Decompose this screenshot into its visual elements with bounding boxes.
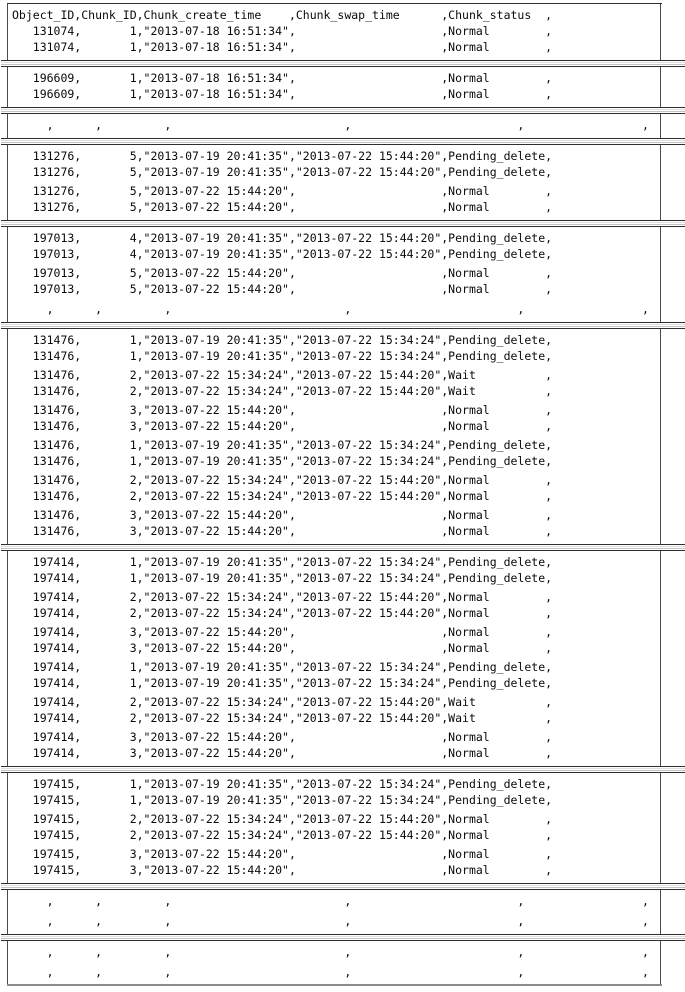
csv-data-line: 131476, 1,"2013-07-19 20:41:35","2013-07-22 15:34:24",Pending_delete, bbox=[12, 438, 553, 452]
csv-data-line: 197414, 2,"2013-07-22 15:34:24","2013-07-22 15:44:20",Normal , bbox=[12, 590, 553, 604]
csv-data-line: 131276, 5,"2013-07-22 15:44:20", ,Normal , bbox=[12, 184, 553, 198]
csv-header-line: Object_ID,Chunk_ID,Chunk_create_time ,Chunk_swap_time ,Chunk_status , bbox=[12, 8, 553, 22]
csv-data-line: 197013, 4,"2013-07-19 20:41:35","2013-07-22 15:44:20",Pending_delete, bbox=[12, 231, 553, 245]
csv-data-line: 197013, 5,"2013-07-22 15:44:20", ,Normal , bbox=[12, 266, 553, 280]
csv-section bbox=[7, 773, 661, 883]
csv-data-line: 197415, 1,"2013-07-19 20:41:35","2013-07-22 15:34:24",Pending_delete, bbox=[12, 777, 553, 791]
csv-data-line: 197414, 3,"2013-07-22 15:44:20", ,Normal , bbox=[12, 625, 553, 639]
csv-data-line: 131476, 3,"2013-07-22 15:44:20", ,Normal , bbox=[12, 508, 553, 522]
csv-data-line: 197414, 2,"2013-07-22 15:34:24","2013-07-22 15:44:20",Wait , bbox=[12, 695, 553, 709]
csv-data-line: 131476, 2,"2013-07-22 15:34:24","2013-07-22 15:44:20",Normal , bbox=[12, 489, 553, 503]
csv-data-line: 131476, 1,"2013-07-19 20:41:35","2013-07-22 15:34:24",Pending_delete, bbox=[12, 454, 553, 468]
csv-omitted-line: , , , , , , bbox=[12, 965, 649, 979]
csv-section bbox=[7, 114, 661, 138]
csv-section bbox=[7, 329, 661, 544]
csv-section bbox=[7, 941, 661, 985]
csv-data-line: 197414, 1,"2013-07-19 20:41:35","2013-07-22 15:34:24",Pending_delete, bbox=[12, 571, 553, 585]
csv-data-line: 131476, 2,"2013-07-22 15:34:24","2013-07-22 15:44:20",Wait , bbox=[12, 368, 553, 382]
csv-data-line: 197414, 3,"2013-07-22 15:44:20", ,Normal , bbox=[12, 746, 553, 760]
csv-omitted-line: , , , , , , bbox=[12, 118, 649, 132]
csv-data-line: 131276, 5,"2013-07-19 20:41:35","2013-07-22 15:44:20",Pending_delete, bbox=[12, 165, 553, 179]
csv-data-line: 131476, 1,"2013-07-19 20:41:35","2013-07-22 15:34:24",Pending_delete, bbox=[12, 349, 553, 363]
csv-section bbox=[7, 4, 661, 60]
csv-data-line: 197414, 3,"2013-07-22 15:44:20", ,Normal , bbox=[12, 641, 553, 655]
csv-section bbox=[7, 145, 661, 220]
csv-data-line: 131276, 5,"2013-07-22 15:44:20", ,Normal , bbox=[12, 200, 553, 214]
csv-data-line: 197013, 5,"2013-07-22 15:44:20", ,Normal , bbox=[12, 282, 553, 296]
csv-data-line: 197414, 1,"2013-07-19 20:41:35","2013-07-22 15:34:24",Pending_delete, bbox=[12, 555, 553, 569]
csv-section bbox=[7, 551, 661, 766]
csv-data-line: 197414, 2,"2013-07-22 15:34:24","2013-07-22 15:44:20",Normal , bbox=[12, 606, 553, 620]
csv-data-line: 131074, 1,"2013-07-18 16:51:34", ,Normal , bbox=[12, 24, 553, 38]
csv-data-line: 197415, 3,"2013-07-22 15:44:20", ,Normal , bbox=[12, 863, 553, 877]
csv-data-line: 131476, 1,"2013-07-19 20:41:35","2013-07-22 15:34:24",Pending_delete, bbox=[12, 333, 553, 347]
csv-data-line: 197415, 2,"2013-07-22 15:34:24","2013-07-22 15:44:20",Normal , bbox=[12, 828, 553, 842]
csv-section bbox=[7, 227, 661, 322]
csv-data-line: 131074, 1,"2013-07-18 16:51:34", ,Normal , bbox=[12, 40, 553, 54]
csv-data-line: 197013, 4,"2013-07-19 20:41:35","2013-07-22 15:44:20",Pending_delete, bbox=[12, 247, 553, 261]
csv-omitted-line: , , , , , , bbox=[12, 302, 649, 316]
csv-omitted-line: , , , , , , bbox=[12, 945, 649, 959]
csv-data-line: 131476, 2,"2013-07-22 15:34:24","2013-07-22 15:44:20",Wait , bbox=[12, 384, 553, 398]
csv-data-line: 197415, 3,"2013-07-22 15:44:20", ,Normal , bbox=[12, 847, 553, 861]
csv-section bbox=[7, 890, 661, 934]
csv-data-line: 131276, 5,"2013-07-19 20:41:35","2013-07-22 15:44:20",Pending_delete, bbox=[12, 149, 553, 163]
csv-data-line: 131476, 3,"2013-07-22 15:44:20", ,Normal , bbox=[12, 419, 553, 433]
csv-omitted-line: , , , , , , bbox=[12, 914, 649, 928]
csv-data-line: 197414, 2,"2013-07-22 15:34:24","2013-07-22 15:44:20",Wait , bbox=[12, 711, 553, 725]
csv-data-line: 197414, 3,"2013-07-22 15:44:20", ,Normal , bbox=[12, 730, 553, 744]
csv-data-line: 131476, 3,"2013-07-22 15:44:20", ,Normal , bbox=[12, 403, 553, 417]
csv-data-line: 131476, 2,"2013-07-22 15:34:24","2013-07-22 15:44:20",Normal , bbox=[12, 473, 553, 487]
csv-data-line: 197414, 1,"2013-07-19 20:41:35","2013-07-22 15:34:24",Pending_delete, bbox=[12, 660, 553, 674]
csv-data-line: 196609, 1,"2013-07-18 16:51:34", ,Normal , bbox=[12, 71, 553, 85]
csv-data-line: 197415, 1,"2013-07-19 20:41:35","2013-07-22 15:34:24",Pending_delete, bbox=[12, 793, 553, 807]
csv-omitted-line: , , , , , , bbox=[12, 894, 649, 908]
csv-data-line: 131476, 3,"2013-07-22 15:44:20", ,Normal , bbox=[12, 524, 553, 538]
csv-data-line: 197414, 1,"2013-07-19 20:41:35","2013-07-22 15:34:24",Pending_delete, bbox=[12, 676, 553, 690]
csv-section bbox=[7, 67, 661, 107]
csv-data-line: 196609, 1,"2013-07-18 16:51:34", ,Normal , bbox=[12, 87, 553, 101]
csv-data-line: 197415, 2,"2013-07-22 15:34:24","2013-07-22 15:44:20",Normal , bbox=[12, 812, 553, 826]
